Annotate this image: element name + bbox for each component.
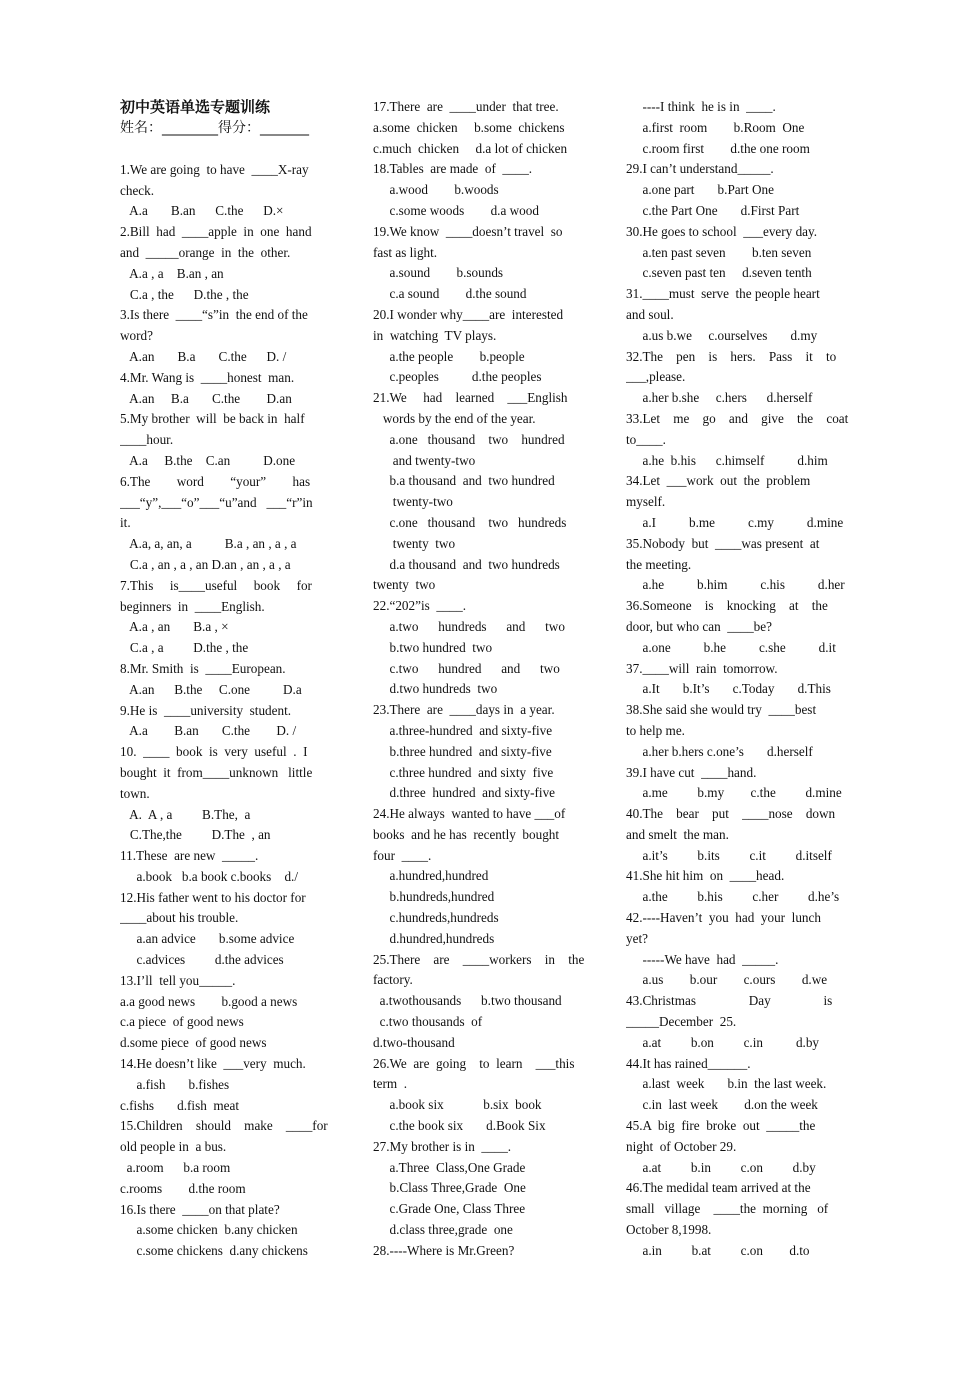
text-line: 9.He is ____university student. <box>120 702 292 718</box>
text-line: C.a , a D.the , the <box>120 640 249 656</box>
text-line: 41.She hit him on ____head. <box>626 868 785 884</box>
text-line: c.room first d.the one room <box>626 140 810 156</box>
text-line: a.one thousand two hundred <box>373 431 565 447</box>
text-line: d.a thousand and two hundreds <box>373 556 560 572</box>
text-line: a.twothousands b.two thousand <box>373 993 562 1009</box>
text-line: beginners in ____English. <box>120 598 265 614</box>
text-line: four ____. <box>373 847 432 863</box>
question-lines <box>626 97 852 1262</box>
text-line: c.peoples d.the peoples <box>373 369 542 385</box>
text-line: b.two hundred two <box>373 639 493 655</box>
text-line: books and he has recently bought <box>373 826 560 842</box>
text-line: A.a , an B.a , × <box>120 619 229 635</box>
text-line: a.the people b.people <box>373 348 525 364</box>
text-line: a.me b.my c.the d.mine <box>626 785 842 801</box>
text-line: d.three hundred and sixty-five <box>373 785 556 801</box>
text-line: A.a B.an C.the D. / <box>120 723 297 739</box>
text-line: a.her b.hers c.one’s d.herself <box>626 743 813 759</box>
text-line: c.hundreds,hundreds <box>373 910 499 926</box>
text-line: 22.“202”is ____. <box>373 598 467 614</box>
text-line: c.two thousands of <box>373 1014 483 1030</box>
text-line: 32.The pen is hers. Pass it to <box>626 348 837 364</box>
text-line: C.a , the D.the , the <box>120 286 249 302</box>
text-line: ___,please. <box>626 369 686 385</box>
text-line: A.a , a B.an , an <box>120 265 224 281</box>
text-line: 34.Let ___work out the problem <box>626 473 811 489</box>
text-line: d.some piece of good news <box>120 1035 267 1051</box>
text-line: the meeting. <box>626 556 692 572</box>
text-line: 6.The word “your” has <box>120 473 311 489</box>
text-line: A.an B.the C.one D.a <box>120 681 302 697</box>
text-line: c.the book six d.Book Six <box>373 1118 546 1134</box>
text-line: a.at b.on c.in d.by <box>626 1034 820 1050</box>
text-line: b.hundreds,hundred <box>373 889 495 905</box>
text-line: a.hundred,hundred <box>373 868 489 884</box>
text-line: ____about his trouble. <box>120 910 239 926</box>
text-line: 40.The bear put ____nose down <box>626 806 836 822</box>
column-right <box>626 97 852 1262</box>
text-line: c.advices d.the advices <box>120 952 284 968</box>
text-line: and soul. <box>626 306 674 322</box>
text-line: yet? <box>626 930 648 946</box>
text-line: 2.Bill had ____apple in one hand <box>120 224 312 240</box>
text-line: c.a sound d.the sound <box>373 286 527 302</box>
text-line: 21.We had learned ___English <box>373 390 568 406</box>
text-line: 13.I’ll tell you_____. <box>120 972 236 988</box>
text-line: a.the b.his c.her d.he’s <box>626 889 840 905</box>
text-line: a.a good news b.good a news <box>120 993 298 1009</box>
text-line: 45.A big fire broke out _____the <box>626 1118 816 1134</box>
text-line: d.hundred,hundreds <box>373 930 495 946</box>
text-line: 25.There are ____workers in the <box>373 951 585 967</box>
text-line: term . <box>373 1076 408 1092</box>
text-line: 20.I wonder why____are interested <box>373 306 564 322</box>
text-line: a.Three Class,One Grade <box>373 1159 526 1175</box>
text-line: a.he b.him c.his d.her <box>626 577 845 593</box>
text-line: twenty-two <box>373 494 453 510</box>
text-line: a.fish b.fishes <box>120 1076 230 1092</box>
text-line: d.two hundreds two <box>373 681 498 697</box>
text-line: b.Class Three,Grade One <box>373 1180 526 1196</box>
text-line: bought it from____unknown little <box>120 764 313 780</box>
text-line: A.a B.the C.an D.one <box>120 452 296 468</box>
text-line: it. <box>120 515 131 531</box>
text-line: c.some woods d.a wood <box>373 202 539 218</box>
text-line: 23.There are ____days in a year. <box>373 702 555 718</box>
text-line: a.two hundreds and two <box>373 618 565 634</box>
text-line: ____hour. <box>120 432 174 448</box>
text-line: 3.Is there ____“s”in the end of the <box>120 307 308 323</box>
text-line: old people in a bus. <box>120 1139 227 1155</box>
text-line: twenty two <box>373 577 436 593</box>
text-line: 24.He always wanted to have ___of <box>373 806 566 822</box>
text-line: c.seven past ten d.seven tenth <box>626 265 812 281</box>
text-line: myself. <box>626 494 666 510</box>
text-line: 33.Let me go and give the coat <box>626 410 849 426</box>
text-line: 8.Mr. Smith is ____European. <box>120 660 286 676</box>
text-line: a.last week b.in the last week. <box>626 1076 827 1092</box>
text-line: a.an advice b.some advice <box>120 931 295 947</box>
text-line: A. A , a B.The, a <box>120 806 251 822</box>
worksheet-title: 初中英语单选专题训练 <box>120 98 271 116</box>
text-line: 39.I have cut ____hand. <box>626 764 757 780</box>
text-line: twenty two <box>373 535 456 551</box>
question-lines <box>373 97 598 1262</box>
text-line: c.three hundred and sixty five <box>373 764 554 780</box>
text-line: 29.I can’t understand_____. <box>626 161 774 177</box>
text-line: c.fishs d.fish meat <box>120 1097 240 1113</box>
text-line: and smelt the man. <box>626 826 729 842</box>
text-line: a.ten past seven b.ten seven <box>626 244 812 260</box>
text-line: 28.----Where is Mr.Green? <box>373 1242 515 1258</box>
text-line: 1.We are going to have ____X-ray <box>120 161 309 177</box>
text-line: 46.The medidal team arrived at the <box>626 1180 811 1196</box>
text-line: 31.____must serve the people heart <box>626 286 820 302</box>
text-line: a.sound b.sounds <box>373 265 504 281</box>
text-line: c.one thousand two hundreds <box>373 514 567 530</box>
text-line: small village ____the morning of <box>626 1201 829 1217</box>
text-line: a.room b.a room <box>120 1160 231 1176</box>
text-line: a.one b.he c.she d.it <box>626 639 836 655</box>
text-line: 44.It has rained______. <box>626 1055 751 1071</box>
text-line: c.the Part One d.First Part <box>626 202 800 218</box>
text-line: 18.Tables are made of ____. <box>373 161 533 177</box>
text-line: 38.She said she would try ____best <box>626 702 817 718</box>
text-line: a.at b.in c.on d.by <box>626 1159 816 1175</box>
text-line: 15.Children should make ____for <box>120 1118 328 1134</box>
text-line: a.he b.his c.himself d.him <box>626 452 828 468</box>
text-line: A.a B.an C.the D.× <box>120 203 284 219</box>
text-line: d.two-thousand <box>373 1034 455 1050</box>
text-line: a.us b.we c.ourselves d.my <box>626 327 818 343</box>
text-line: 26.We are going to learn ___this <box>373 1055 575 1071</box>
text-line: 17.There are ____under that tree. <box>373 99 559 114</box>
text-line: a.one part b.Part One <box>626 182 774 198</box>
text-line: c.Grade One, Class Three <box>373 1201 526 1217</box>
text-line: in watching TV plays. <box>373 327 497 343</box>
text-line: a.three-hundred and sixty-five <box>373 722 553 738</box>
column-left <box>120 97 344 1262</box>
text-line: 12.His father went to his doctor for <box>120 889 306 905</box>
text-line: 35.Nobody but ____was present at <box>626 535 820 551</box>
text-line: check. <box>120 182 155 198</box>
text-line: 19.We know ____doesn’t travel so <box>373 223 563 239</box>
text-line: 27.My brother is in ____. <box>373 1138 512 1154</box>
text-line: town. <box>120 785 150 801</box>
text-line: C.a , an , a , an D.an , an , a , a <box>120 556 291 572</box>
text-line: c.in last week d.on the week <box>626 1097 818 1113</box>
text-line: a.book b.a book c.books d./ <box>120 868 299 884</box>
text-line: 42.----Haven’t you had your lunch <box>626 910 821 926</box>
text-line: to____. <box>626 431 666 447</box>
text-line: a.It b.It’s c.Today d.This <box>626 681 831 697</box>
text-line: a.first room b.Room One <box>626 119 805 135</box>
text-line: b.a thousand and two hundred <box>373 473 555 489</box>
text-line: 5.My brother will be back in half <box>120 411 305 427</box>
text-line: 43.Christmas Day is <box>626 993 833 1009</box>
text-line: 16.Is there ____on that plate? <box>120 1201 280 1217</box>
text-line: c.much chicken d.a lot of chicken <box>373 140 568 156</box>
text-line: 14.He doesn’t like ___very much. <box>120 1056 306 1072</box>
text-line: 4.Mr. Wang is ____honest man. <box>120 369 295 385</box>
text-line: d.class three,grade one <box>373 1222 513 1238</box>
text-line: and twenty-two <box>373 452 476 468</box>
text-line: 11.These are new _____. <box>120 848 259 864</box>
text-line: A.a, a, an, a B.a , an , a , a <box>120 536 297 552</box>
text-line: C.The,the D.The , an <box>120 827 271 843</box>
text-line: -----We have had _____. <box>626 951 779 967</box>
text-line: a.her b.she c.hers d.herself <box>626 390 813 406</box>
text-line: words by the end of the year. <box>373 410 536 426</box>
text-line: 10. ____ book is very useful . I <box>120 744 308 760</box>
text-line: factory. <box>373 972 413 988</box>
question-lines <box>120 160 344 1262</box>
text-line: A.an B.a C.the D. / <box>120 348 287 364</box>
text-line: a.it’s b.its c.it d.itself <box>626 847 832 863</box>
text-line: October 8,1998. <box>626 1222 712 1238</box>
text-line: night of October 29. <box>626 1138 737 1154</box>
text-line: c.two hundred and two <box>373 660 560 676</box>
text-line: to help me. <box>626 722 685 738</box>
text-line: c.some chickens d.any chickens <box>120 1243 308 1259</box>
text-line: c.a piece of good news <box>120 1014 244 1030</box>
text-line: _____December 25. <box>626 1014 737 1030</box>
text-line: word? <box>120 328 153 344</box>
text-line: A.an B.a C.the D.an <box>120 390 292 406</box>
text-line: a.wood b.woods <box>373 182 499 198</box>
text-line: door, but who can ____be? <box>626 618 772 634</box>
name-score-line: 姓名：________得分：_______ <box>120 120 309 136</box>
text-line: a.book six b.six book <box>373 1097 542 1113</box>
text-line: 30.He goes to school ___every day. <box>626 223 818 239</box>
text-line: 36.Someone is knocking at the <box>626 598 828 614</box>
text-line: ___“y”,___“o”___“u”and ___“r”in <box>120 494 313 510</box>
text-line: a.some chicken b.some chickens <box>373 119 565 135</box>
text-line: 7.This is____useful book for <box>120 577 312 593</box>
text-line: a.us b.our c.ours d.we <box>626 972 828 988</box>
text-line: b.three hundred and sixty-five <box>373 743 552 759</box>
text-line: and _____orange in the other. <box>120 244 291 260</box>
text-line: ----I think he is in ____. <box>626 99 776 114</box>
text-line: a.I b.me c.my d.mine <box>626 514 844 530</box>
spacer <box>120 139 344 160</box>
text-line: 37.____will rain tomorrow. <box>626 660 778 676</box>
column-middle <box>373 97 598 1262</box>
text-line: a.some chicken b.any chicken <box>120 1222 298 1238</box>
text-line: c.rooms d.the room <box>120 1180 246 1196</box>
text-line: fast as light. <box>373 244 438 260</box>
text-line: a.in b.at c.on d.to <box>626 1242 810 1258</box>
